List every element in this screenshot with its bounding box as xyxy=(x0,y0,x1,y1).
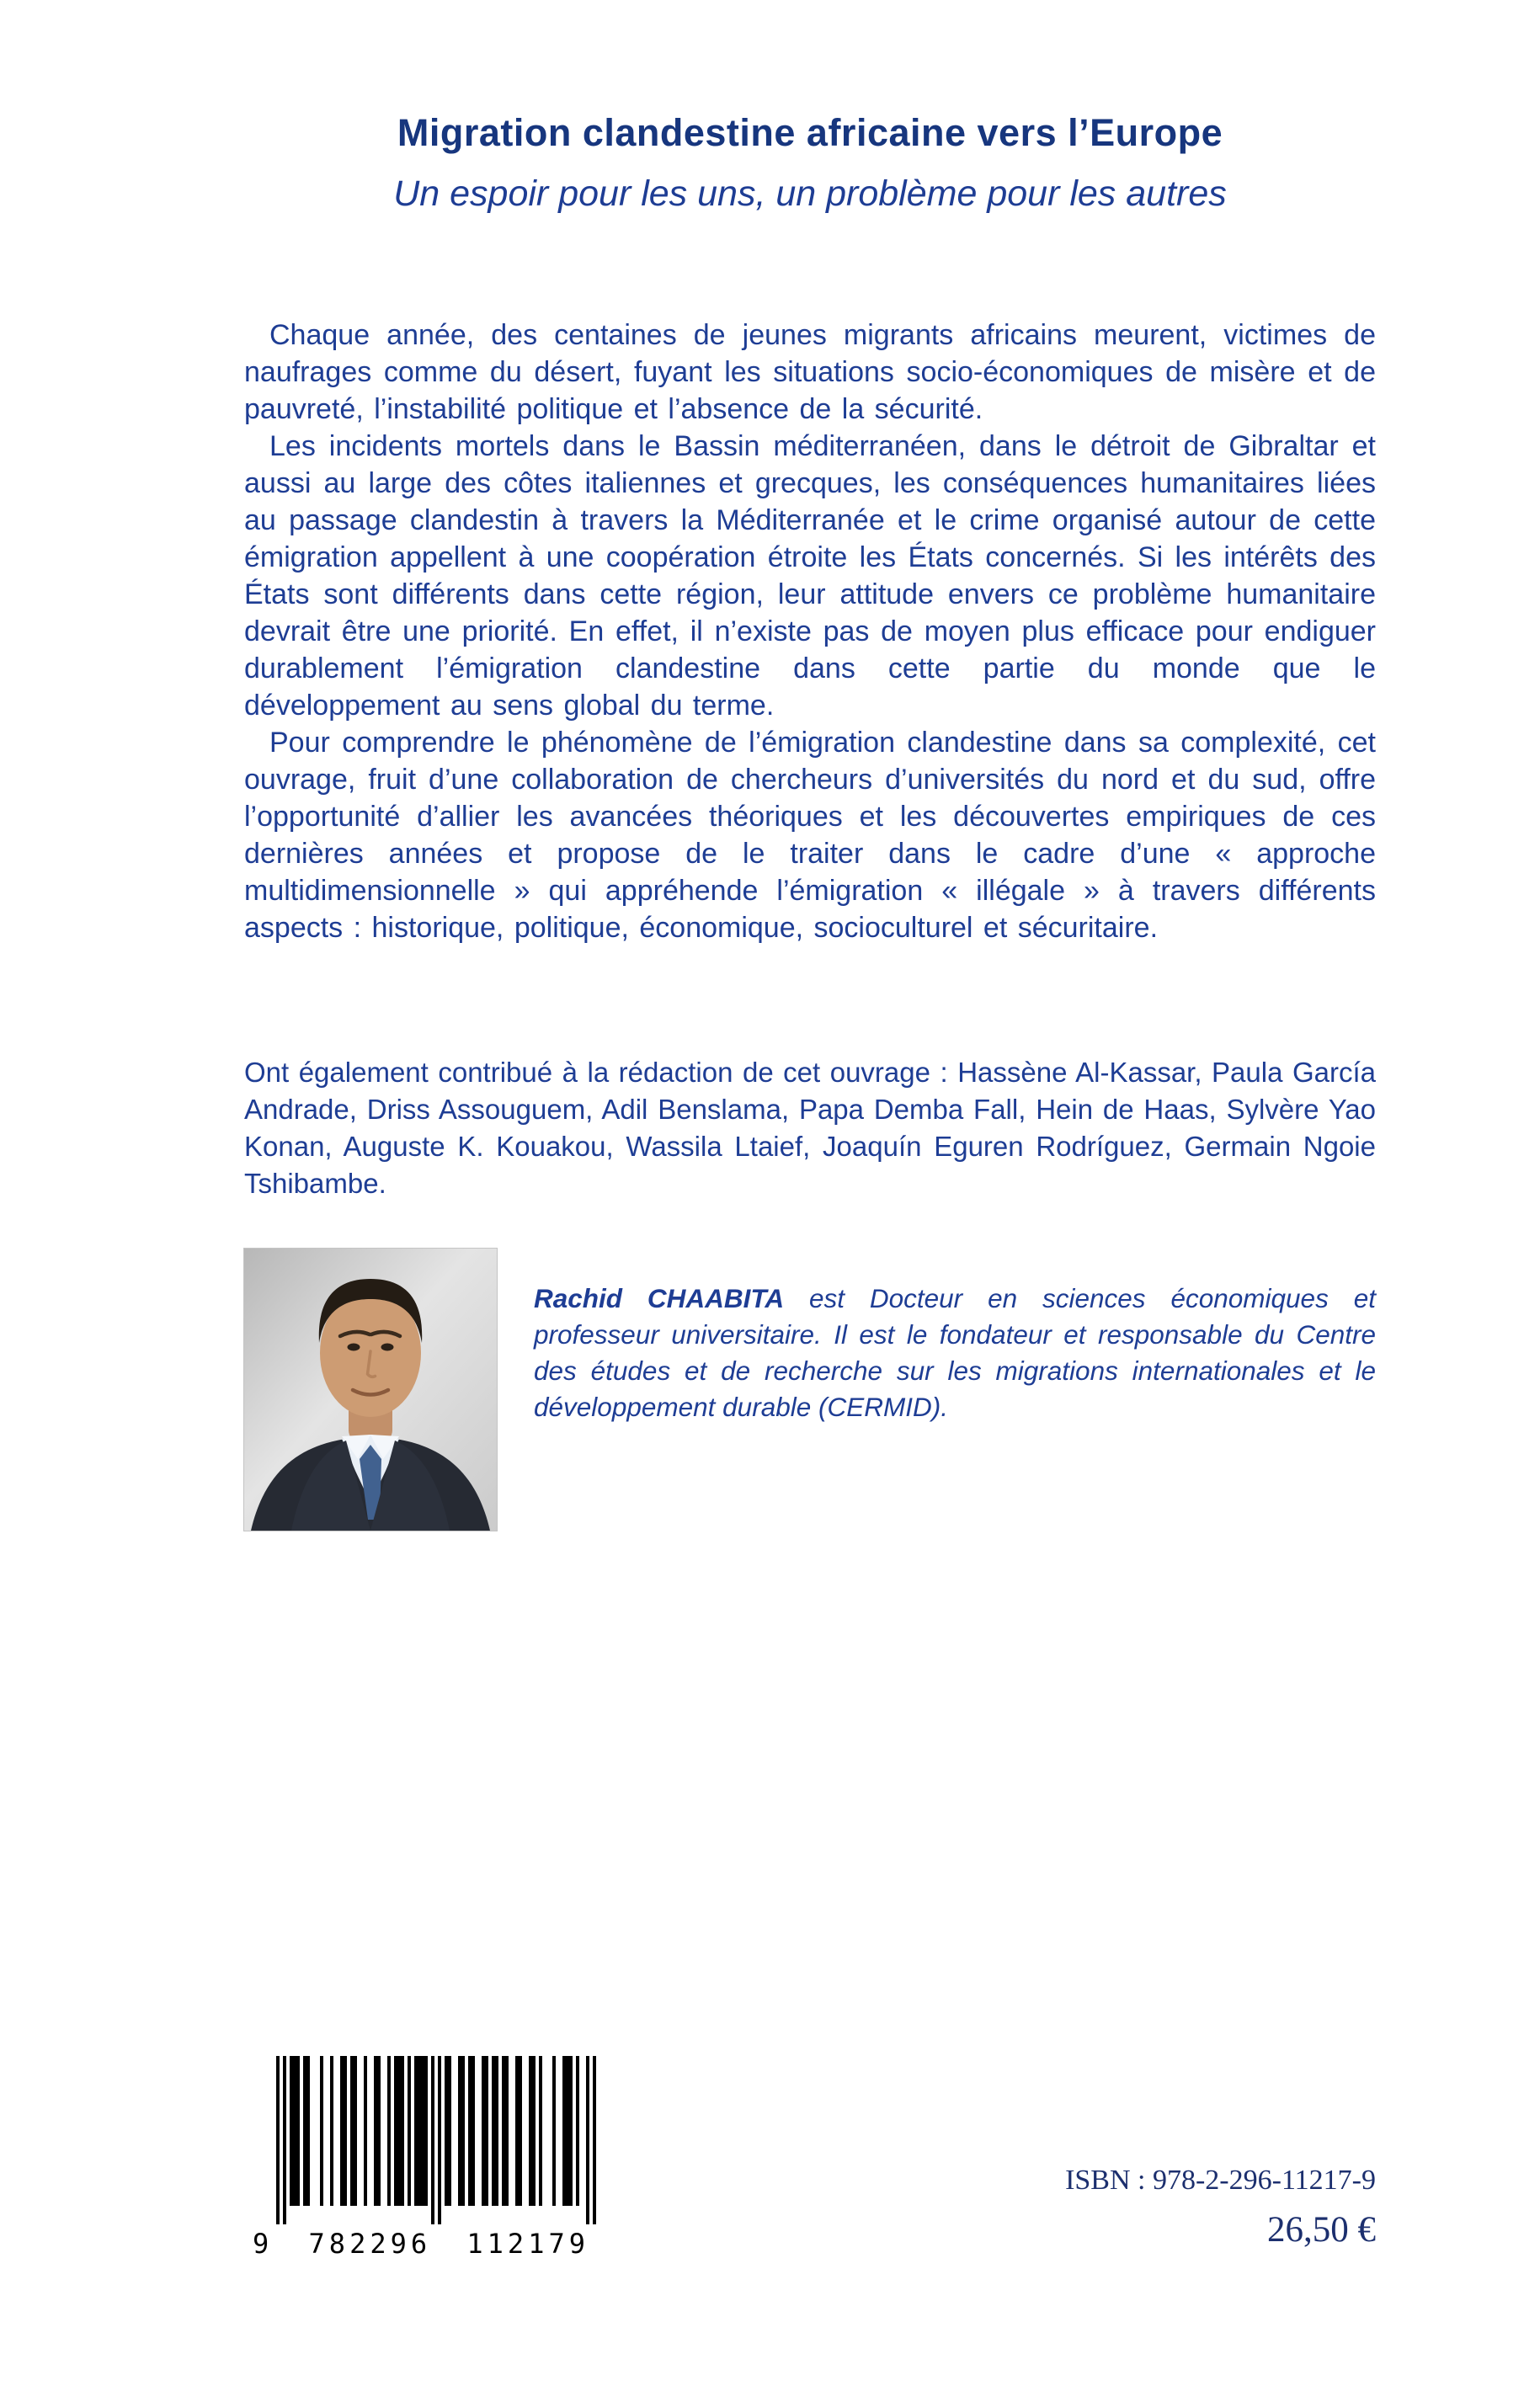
footer-pricing xyxy=(1065,2164,1376,2251)
synopsis-paragraph-1: Chaque année, des centaines de jeunes migrants africains meurent, victimes de naufrages comme du désert, fuyant les situations socio-économiques de misère et de pauvreté, l’instabilité politique et l’absence de la sécurité. xyxy=(244,319,1376,425)
author-portrait-illustration xyxy=(244,1249,497,1531)
barcode-bars xyxy=(253,2056,606,2224)
contributors-paragraph: Ont également contribué à la rédaction de cet ouvrage : Hassène Al-Kassar, Paula García Andrade, Driss Assouguem, Adil Benslama, Papa Demba Fall, Hein de Haas, Sylvère Yao Konan, Auguste K. Kouakou, Wassila Ltaief, Joaquín Eguren Rodríguez, Germain Ngoie Tshibambe. xyxy=(244,1057,1376,1199)
barcode xyxy=(253,2056,606,2260)
author-name: Rachid CHAABITA xyxy=(534,1283,785,1313)
isbn: ISBN : 978-2-296-11217-9 xyxy=(1065,2165,1376,2196)
synopsis-paragraph-3: Pour comprendre le phénomène de l’émigration clandestine dans sa complexité, cet ouvrage, fruit d’une collaboration de chercheurs d’universités du nord et du sud, offre l’opportunité d’allier les avancées théoriques et les découvertes empiriques de ces dernières années et propose de le traiter dans le cadre d’une « approche multidimensionnelle » qui appréhende l’émigration « illégale » à travers différents aspects : historique, politique, économique, socioculturel et sécuritaire. xyxy=(244,727,1376,944)
price: 26,50 € xyxy=(1267,2210,1376,2250)
author-bio xyxy=(534,1281,1376,1425)
barcode-number: 9 782296 112179 xyxy=(253,2228,589,2260)
synopsis xyxy=(244,317,1376,946)
book-subtitle: Un espoir pour les uns, un problème pour les autres xyxy=(393,173,1227,214)
synopsis-paragraph-2: Les incidents mortels dans le Bassin méditerranéen, dans le détroit de Gibraltar et aussi au large des côtes italiennes et grecques, les conséquences humanitaires liées au passage clandestin à travers la Méditerranée et le crime organisé autour de cette émigration appellent à une coopération étroite les États concernés. Si les intérêts des États sont différents dans cette région, leur attitude envers ce problème humanitaire devrait être une priorité. En effet, il n’existe pas de moyen plus efficace pour endiguer durablement l’émigration clandestine dans cette partie du monde que le développement au sens global du terme. xyxy=(244,430,1376,722)
author-section xyxy=(244,1249,1376,1531)
book-title: Migration clandestine africaine vers l’Europe xyxy=(397,111,1223,154)
author-photo xyxy=(244,1249,497,1531)
author-bio-text: est Docteur en sciences économiques et professeur universitaire. Il est le fondateur et responsable du Centre des études et de recherche sur les migrations internationales et le développement durable (CERMID). xyxy=(534,1283,1376,1422)
